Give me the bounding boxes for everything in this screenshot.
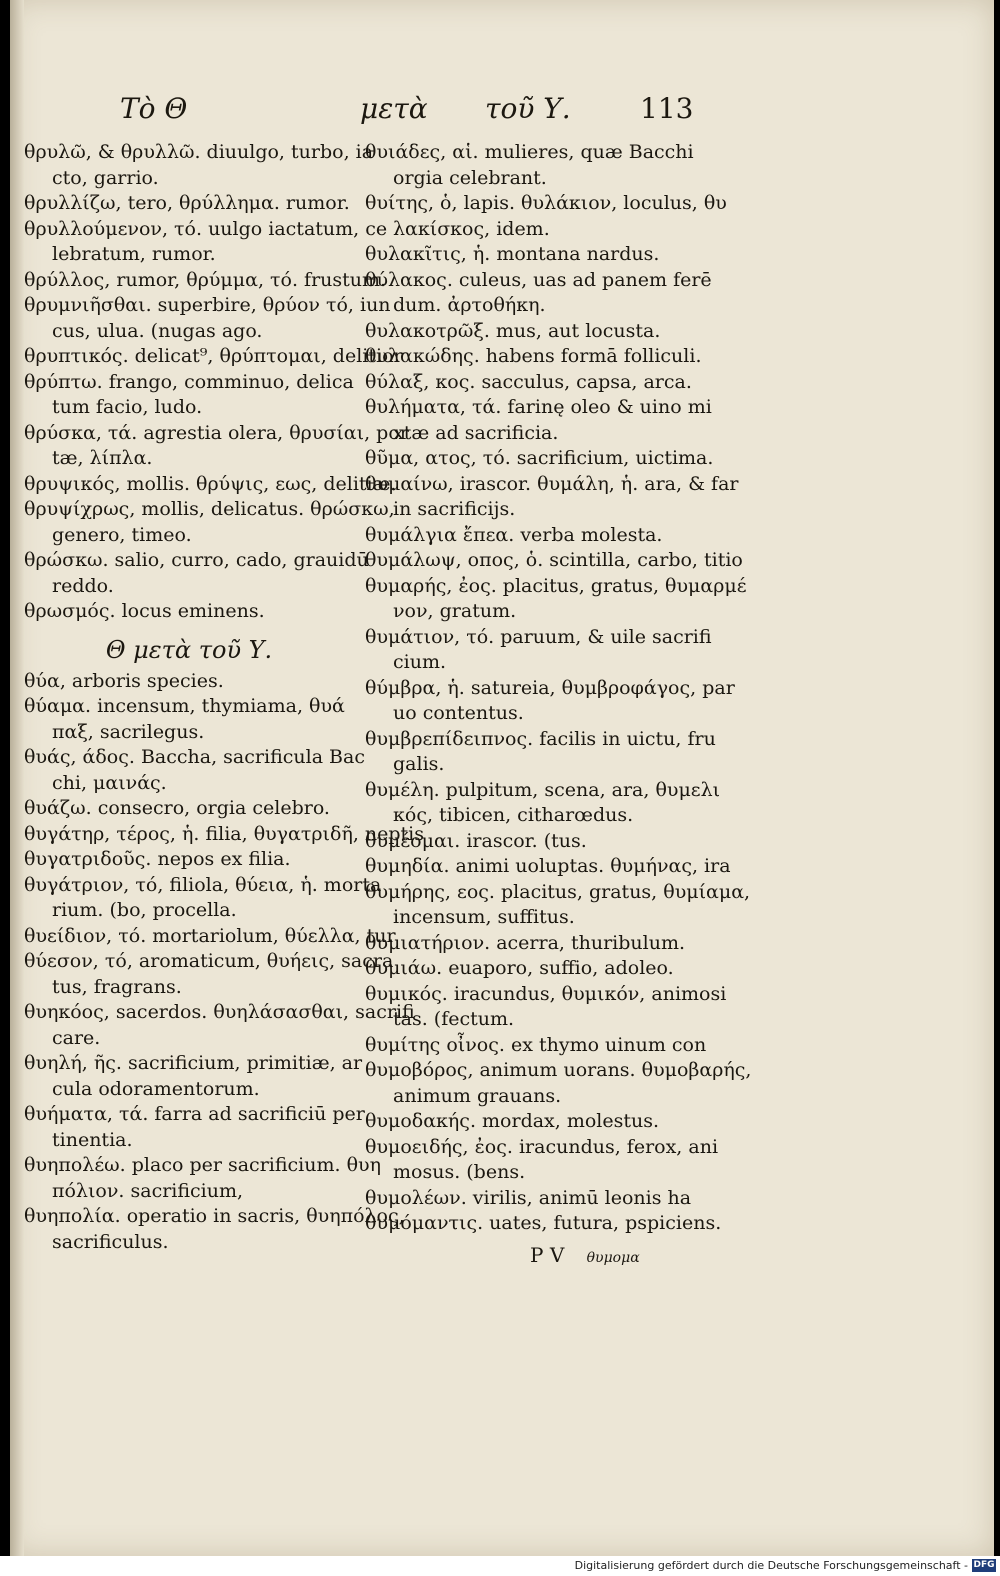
dictionary-line: κός, tibicen, citharœdus. — [393, 804, 634, 826]
dictionary-line: θρώσκω. salio, curro, cado, grauidū — [24, 549, 369, 571]
catchword: θυμομα — [586, 1250, 640, 1266]
dictionary-line: cium. — [393, 651, 447, 673]
dictionary-line: θύλαξ, κος. sacculus, capsa, arca. — [365, 370, 692, 393]
dictionary-line: θρυπτικός. delicat⁹, θρύπτομαι, delitior — [24, 345, 403, 367]
dictionary-line: galis. — [393, 753, 445, 775]
dictionary-line: θυηλή, ῆς. sacrificium, primitiæ, ar — [24, 1052, 363, 1074]
dictionary-line: θυλακώδης. habens formā folliculi. — [365, 345, 702, 367]
dictionary-line: θυηπολία. operatio in sacris, θυηπόλος, — [24, 1205, 405, 1227]
dictionary-line: θυιάδες, αἱ. mulieres, quæ Bacchi — [365, 141, 694, 163]
dictionary-line: θυλακοτρῶξ. mus, aut locusta. — [365, 319, 661, 342]
dictionary-line: orgia celebrant. — [393, 166, 547, 189]
dictionary-line: sacrificulus. — [52, 1230, 169, 1253]
dictionary-line: θυμάλγια ἔπεα. verba molesta. — [365, 523, 663, 546]
dictionary-line: chi, μαινάς. — [52, 771, 167, 794]
dictionary-line: θυμοδακής. mordax, molestus. — [365, 1110, 660, 1132]
dictionary-line: θυμάτιον, τό. paruum, & uile sacrifi — [365, 625, 712, 648]
dictionary-line: θυμαρής, ἐος. placitus, gratus, θυμαρμέ — [365, 574, 747, 597]
dictionary-line: θυάς, άδος. Baccha, sacrificula Bac — [24, 746, 365, 768]
dictionary-line: πόλιον. sacrificium, — [52, 1179, 244, 1202]
page-spine-shadow — [10, 0, 24, 1556]
dictionary-line: θρωσμός. locus eminens. — [24, 600, 265, 622]
section-heading: Θ μετὰ τοῦ Υ. — [105, 635, 273, 664]
dictionary-line: θυμοβόρος, animum uorans. θυμοβαρής, — [365, 1059, 752, 1081]
dictionary-line: dum. ἀρτοθήκη. — [393, 294, 546, 316]
dictionary-line: θυμόμαντις. uates, futura, pspiciens. — [365, 1212, 722, 1234]
dictionary-line: θυμβρεπίδειπνος. facilis in uictu, fru — [365, 727, 716, 750]
dictionary-line: θρυψίχρως, mollis, delicatus. θρώσκω, — [24, 498, 395, 520]
dictionary-line: xtæ ad sacrificia. — [393, 421, 559, 444]
dictionary-line: tus, fragrans. — [52, 975, 182, 998]
dictionary-line: θρύλλος, rumor, θρύμμα, τό. frustum. — [24, 268, 387, 291]
dictionary-line: θύαμα. incensum, thymiama, θυά — [24, 695, 345, 717]
dictionary-line: θυηπολέω. placo per sacrificium. θυη — [24, 1154, 381, 1176]
dictionary-line: παξ, sacrilegus. — [52, 720, 205, 743]
dictionary-line: θυμέομαι. irascor. (tus. — [365, 829, 587, 852]
dictionary-line: νον, gratum. — [393, 600, 517, 622]
dictionary-line: incensum, suffitus. — [393, 906, 575, 928]
running-header — [120, 92, 694, 132]
dictionary-line: tum facio, ludo. — [52, 396, 203, 418]
dictionary-line: lebratum, rumor. — [52, 243, 216, 265]
dictionary-line: θυγάτριον, τό, filiola, θύεια, ἡ. morta — [24, 873, 382, 896]
dictionary-line: θρυλῶ, & θρυλλῶ. diuulgo, turbo, ia — [24, 141, 374, 163]
dictionary-line: tinentia. — [52, 1128, 133, 1151]
dictionary-line: cto, garrio. — [52, 166, 159, 189]
dictionary-line: θύα, arboris species. — [24, 669, 224, 692]
dictionary-line: animum grauans. — [393, 1084, 562, 1107]
dictionary-line: θυμίτης οἶνος. ex thymo uinum con — [365, 1033, 707, 1056]
dictionary-line: genero, timeo. — [52, 523, 192, 546]
dictionary-line: reddo. — [52, 574, 114, 597]
dictionary-line: θρυλλούμενον, τό. uulgo iactatum, ce — [24, 217, 388, 240]
footer-bar — [0, 1556, 1000, 1576]
right-column — [365, 140, 752, 1237]
dictionary-line: θυηκόος, sacerdos. θυηλάσασθαι, sacrifi — [24, 1001, 415, 1023]
dictionary-line: θυμάλωψ, οπος, ὁ. scintilla, carbo, titio — [365, 549, 743, 571]
dictionary-line: cula odoramentorum. — [52, 1077, 260, 1100]
footer-credit: Digitalisierung gefördert durch die Deutsche Forschungsgemeinschaft - — [574, 1559, 968, 1572]
dictionary-line: cus, ulua. (nugas ago. — [52, 319, 263, 342]
dictionary-line: mosus. (bens. — [393, 1161, 526, 1183]
dictionary-line: θυμιατήριον. acerra, thuribulum. — [365, 931, 686, 954]
dictionary-line: θυμέλη. pulpitum, scena, ara, θυμελι — [365, 778, 721, 801]
dictionary-line: θυμιάω. euaporo, suffio, adoleo. — [365, 957, 674, 979]
dictionary-line: θυλακῖτις, ἡ. montana nardus. — [365, 243, 660, 265]
dictionary-line: tæ, λίπλα. — [52, 447, 153, 469]
dictionary-line: θυμαίνω, irascor. θυμάλη, ἡ. ara, & far — [365, 472, 739, 495]
dictionary-line: θρύπτω. frango, comminuo, delica — [24, 370, 354, 393]
dictionary-line: θυείδιον, τό. mortariolum, θύελλα, tur — [24, 924, 396, 947]
dictionary-line: λακίσκος, idem. — [393, 217, 550, 240]
dictionary-line: rium. (bo, procella. — [52, 899, 237, 921]
dictionary-line: θυήματα, τά. farra ad sacrificiū per — [24, 1103, 365, 1125]
dictionary-line: θυμικός. iracundus, θυμικόν, animosi — [365, 982, 727, 1005]
header-part-2: μετὰ — [360, 92, 428, 125]
dictionary-line: θύλακος. culeus, uas ad panem ferē — [365, 268, 712, 291]
dfg-logo: DFG — [973, 1560, 995, 1570]
dictionary-line: θυάζω. consecro, orgia celebro. — [24, 797, 330, 819]
dictionary-line: θυγάτηρ, τέρος, ἡ. filia, θυγατριδῆ, neptis — [24, 822, 425, 845]
dictionary-line: θρυλλίζω, tero, θρύλλημα. rumor. — [24, 192, 350, 214]
dictionary-line: θρυψικός, mollis. θρύψις, εως, delitiæ. — [24, 472, 397, 495]
dictionary-line: in sacrificijs. — [393, 498, 516, 520]
header-part-3: τοῦ Υ. — [485, 92, 571, 125]
dictionary-line: tas. (fectum. — [393, 1008, 515, 1030]
dictionary-line: θυμήρης, εος. placitus, gratus, θυμίαμα, — [365, 880, 751, 903]
dictionary-line: uo contentus. — [393, 702, 524, 724]
catchword-line — [530, 1243, 640, 1267]
dictionary-line: θυμολέων. virilis, animū leonis ha — [365, 1186, 692, 1209]
dictionary-line: θυγατριδοῦς. nepos ex filia. — [24, 848, 291, 870]
header-part-1: Τὸ Θ — [120, 92, 188, 125]
dictionary-line: θύεσον, τό, aromaticum, θυήεις, sacra — [24, 950, 394, 972]
dictionary-line: θρύσκα, τά. agrestia olera, θρυσίαι, por — [24, 421, 409, 444]
page-number: 113 — [640, 92, 694, 125]
dictionary-line: θρυμνιῆσθαι. superbire, θρύον τό, iun — [24, 294, 391, 316]
dictionary-line: θυίτης, ὁ, lapis. θυλάκιον, loculus, θυ — [365, 192, 727, 214]
signature-mark: P V — [530, 1243, 565, 1267]
dictionary-line: θυμοειδής, ἐος. iracundus, ferox, ani — [365, 1135, 719, 1158]
dictionary-line: care. — [52, 1026, 101, 1049]
book-page — [10, 0, 994, 1556]
dictionary-line: θύμβρα, ἡ. satureia, θυμβροφάγος, par — [365, 676, 735, 699]
dictionary-line: θυλήματα, τά. farinę oleo & uino mi — [365, 396, 712, 418]
dictionary-line: θυμηδία. animi uoluptas. θυμήνας, ira — [365, 855, 731, 877]
dictionary-line: θῦμα, ατος, τό. sacrificium, uictima. — [365, 447, 714, 469]
